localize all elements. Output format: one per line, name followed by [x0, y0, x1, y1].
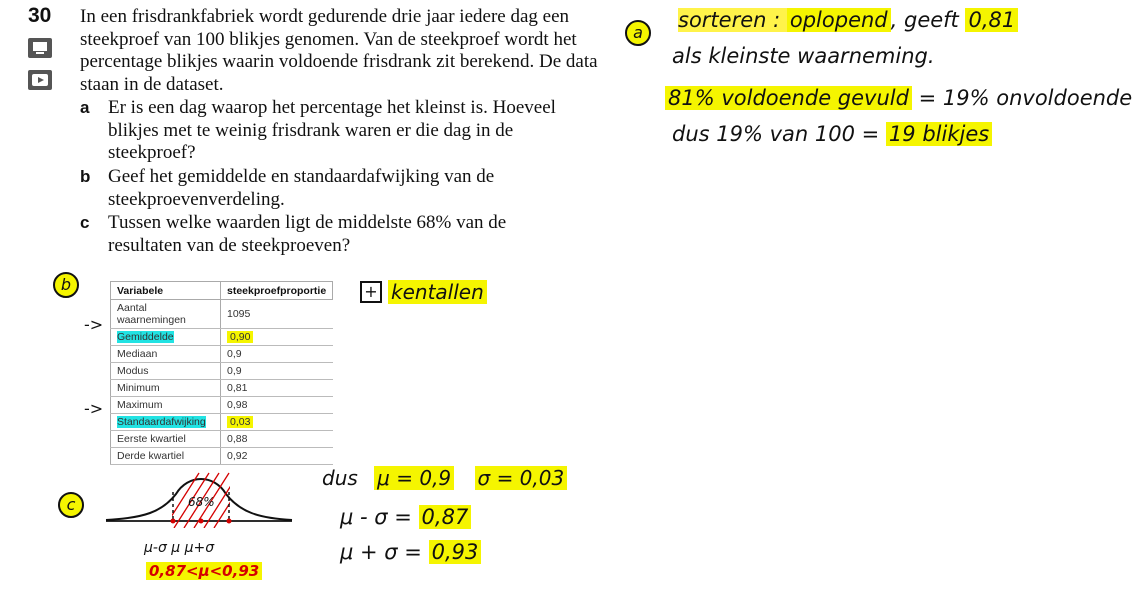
row-label: Modus: [111, 363, 221, 380]
row-value: [221, 329, 333, 346]
mu-minus-sigma-value: 0,87: [419, 505, 472, 529]
row-value: 0,9: [221, 363, 333, 380]
arrow-gemiddelde: ->: [84, 315, 104, 334]
exercise-number: 30: [28, 4, 52, 27]
mu-plus-sigma-value: 0,93: [429, 540, 482, 564]
row-label: Eerste kwartiel: [111, 431, 221, 448]
curve-axis-labels: μ-σ μ μ+σ: [144, 540, 215, 556]
note-c-line1: [322, 466, 567, 490]
question-text: Geef het gemiddelde en standaardafwijking van de steekproevenverdeling.: [108, 166, 495, 210]
note-c-line2: [340, 505, 471, 529]
table-row: [111, 431, 333, 448]
curve-answer: [146, 562, 262, 580]
table-header-row: [111, 282, 333, 300]
sorteren-text: sorteren :: [678, 8, 787, 32]
plus-box-icon: +: [360, 281, 382, 303]
table-row: [111, 397, 333, 414]
table-row: [111, 329, 333, 346]
onvoldoende-text: = 19% onvoldoende: [911, 86, 1133, 110]
row-value: 0,88: [221, 431, 333, 448]
row-value: 1095: [221, 300, 333, 329]
question-text: Tussen welke waarden ligt de middelste 68% van de resultaten van de steekproeven?: [108, 212, 507, 256]
table-row: [111, 300, 333, 329]
row-label: Mediaan: [111, 346, 221, 363]
row-label: Maximum: [111, 397, 221, 414]
question-label: a: [80, 98, 90, 117]
marker-b: b: [53, 272, 79, 298]
gemiddelde-value-highlight: 0,90: [227, 331, 253, 343]
row-label: Aantal waarnemingen: [111, 300, 221, 329]
dus-text: dus 19% van 100 =: [672, 122, 886, 146]
voldoende-highlight: 81% voldoende gevuld: [665, 86, 912, 110]
normal-curve-sketch: [104, 468, 296, 538]
row-value: [221, 414, 333, 431]
row-label: Derde kwartiel: [111, 448, 221, 465]
mu-plus-sigma-dot: [227, 519, 232, 524]
question-text: Er is een dag waarop het percentage het kleinst is. Hoeveel blikjes met te weinig frisdrank waren er die dag in de steekproef?: [108, 97, 556, 163]
arrow-standaardafwijking: ->: [84, 399, 104, 418]
question-b: [80, 166, 580, 211]
computer-icon[interactable]: [28, 38, 52, 58]
table-row: [111, 346, 333, 363]
video-play-icon[interactable]: [28, 70, 52, 90]
row-value: 0,98: [221, 397, 333, 414]
curve-answer-highlight: 0,87<μ<0,93: [146, 562, 262, 580]
mu-plus-sigma-expr: μ + σ =: [340, 540, 429, 564]
c-dus-text: dus: [322, 466, 358, 490]
marker-a: a: [625, 20, 651, 46]
mu-minus-sigma-expr: μ - σ =: [340, 505, 419, 529]
mu-dot: [199, 519, 204, 524]
note-a-line2: als kleinste waarneming.: [672, 44, 935, 68]
answer-a-highlight: 19 blikjes: [886, 122, 992, 146]
row-value: 0,92: [221, 448, 333, 465]
question-c: [80, 212, 580, 257]
header-variabele: Variabele: [111, 282, 221, 300]
marker-c: c: [58, 492, 84, 518]
table-row: [111, 363, 333, 380]
oplopend-highlight: oplopend: [787, 8, 891, 32]
row-value: 0,9: [221, 346, 333, 363]
question-a: [80, 97, 580, 165]
geeft-text: , geeft: [890, 8, 966, 32]
sigma-highlight: σ = 0,03: [475, 466, 568, 490]
kentallen-highlight: kentallen: [388, 280, 487, 304]
curve-percentage: 68%: [188, 495, 215, 509]
note-a-line4: [672, 122, 992, 146]
mu-highlight: μ = 0,9: [374, 466, 454, 490]
min-value-highlight: 0,81: [965, 8, 1018, 32]
note-a-line3: [665, 86, 1132, 110]
row-value: 0,81: [221, 380, 333, 397]
note-c-line3: [340, 540, 481, 564]
exercise-intro: In een frisdrankfabriek wordt gedurende drie jaar iedere dag een steekproef van 100 blikjes genomen. Van de steekproef wordt het percentage blikjes waarin voldoende frisdrank zit berekend. De data staan in de dataset.: [80, 6, 598, 95]
sd-value-highlight: 0,03: [227, 416, 253, 428]
kentallen-note: [388, 280, 487, 304]
question-label: c: [80, 213, 90, 232]
question-label: b: [80, 167, 91, 186]
header-steekproefproportie: steekproefproportie: [221, 282, 333, 300]
mu-minus-sigma-dot: [171, 519, 176, 524]
row-label: Minimum: [111, 380, 221, 397]
standaardafwijking-highlight: Standaardafwijking: [117, 416, 206, 428]
note-a-line1: [678, 8, 1018, 32]
row-label: [111, 414, 221, 431]
row-label: [111, 329, 221, 346]
gemiddelde-highlight: Gemiddelde: [117, 331, 174, 343]
table-row: [111, 414, 333, 431]
statistics-table: [110, 281, 333, 465]
table-row: [111, 380, 333, 397]
table-row: [111, 448, 333, 465]
